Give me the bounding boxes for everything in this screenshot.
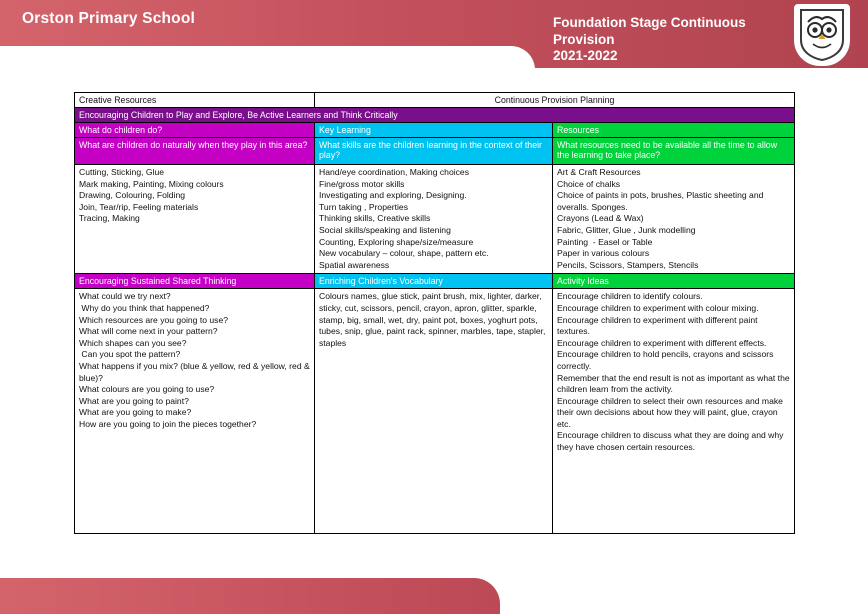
list-item: Which shapes can you see? [79,337,187,348]
section2-col1-title: Encouraging Sustained Shared Thinking [75,274,315,289]
list-item: What are you going to make? [79,407,192,418]
table-row [75,274,795,289]
table-row [75,123,795,138]
list-item: Turn taking , Properties [319,201,409,212]
list-item: Art & Craft Resources [557,167,641,177]
list-item: Hand/eye coordination, Making choices [319,167,470,177]
list-item: Painting - Easel or Table [557,236,653,247]
academic-year: 2021-2022 [553,48,618,63]
continuous-provision-table [74,92,794,534]
list-item: Remember that the end result is not as important as what the children learn from the activity. [557,372,793,395]
section1-col3-title-line2: What resources need to be available all the time to allow the learning to take place? [553,138,795,165]
section1-col1-body [75,165,315,274]
list-item: Can you spot the pattern? [79,349,181,360]
section2-col1-body [75,289,315,534]
list-item: Pencils, Scissors, Stampers, Stencils [557,259,699,270]
section1-col1-title-line1: What do children do? [75,123,315,138]
table-row [75,165,795,274]
table-row [75,108,795,123]
page-header [0,0,868,70]
list-item: Encourage children to experiment with different paint textures. [557,314,760,337]
list-item: New vocabulary – colour, shape, pattern etc. [319,248,489,259]
section1-col3-title-line1: Resources [553,123,795,138]
list-item: Encourage children to select their own resources and make their own decisions about how they will paint, glue, crayon etc. [557,395,786,429]
list-item: What are you going to paint? [79,395,189,406]
page-title: Foundation Stage Continuous Provision [553,15,746,47]
header-notch-shape [0,46,535,70]
list-item: Tracing, Making [79,213,140,224]
list-item: Investigating and exploring, Designing. [319,190,467,201]
section1-col1-title-line2: What are children do naturally when they play in this area? [75,138,315,165]
list-item: Thinking skills, Creative skills [319,213,431,224]
list-item: What could we try next? [79,291,171,302]
section1-col2-body [315,165,553,274]
list-item: What happens if you mix? (blue & yellow, red & yellow, red & blue)? [79,360,313,383]
section2-col2-title: Enriching Children's Vocabulary [315,274,553,289]
school-name: Orston Primary School [22,10,196,27]
list-item: Encourage children to hold pencils, crayons and scissors correctly. [557,349,776,371]
list-item: Encourage children to experiment with different effects. [557,337,767,348]
section1-col3-body [553,165,795,274]
list-item: Paper in various colours [557,248,650,259]
list-item: Mark making, Painting, Mixing colours [79,178,224,189]
section2-col3-title: Activity Ideas [553,274,795,289]
list-item: Join, Tear/rip, Feeling materials [79,201,199,212]
list-item: Why do you think that happened? [79,302,210,313]
table-row [75,138,795,165]
table-row [75,93,795,108]
list-item: Fine/gross motor skills [319,178,405,189]
list-item: Drawing, Colouring, Folding [79,190,186,201]
list-item: Social skills/speaking and listening [319,224,451,235]
list-item: What will come next in your pattern? [79,326,218,337]
section2-col3-body [553,289,795,534]
footer-decoration [0,578,500,614]
list-item: Encourage children to experiment with colour mixing. [557,302,759,313]
list-item: Cutting, Sticking, Glue [79,167,165,177]
list-item: Choice of chalks [557,178,621,189]
owl-crest-icon [794,4,850,66]
list-item: Crayons (Lead & Wax) [557,213,644,224]
table-row [75,289,795,534]
section1-col2-title-line2: What skills are the children learning in the context of their play? [315,138,553,165]
list-item: Fabric, Glitter, Glue , Junk modelling [557,224,696,235]
list-item: How are you going to join the pieces together? [79,418,257,429]
header-creative-resources: Creative Resources [75,93,315,108]
list-item: Encourage children to identify colours. [557,291,703,302]
section2-col2-body [315,289,553,534]
list-item: What colours are you going to use? [79,384,215,395]
banner-encouraging-children: Encouraging Children to Play and Explore, Be Active Learners and Think Critically [75,108,795,123]
list-item: Choice of paints in pots, brushes, Plastic sheeting and overalls. Sponges. [557,190,766,212]
list-item: Encourage children to discuss what they are doing and why they have chosen certain resources. [557,430,786,453]
list-item: Colours names, glue stick, paint brush, mix, lighter, darker, sticky, cut, scissors, pencil, crayon, apron, glitter, sparkle, stamp, big, small, wet, dry, paint pot, boxes, yoghurt pots, tubes, snip, glue, paint rack, spinner, marbles, tape, stapler, staples [319,291,548,348]
list-item: Spatial awareness [319,259,390,270]
list-item: Counting, Exploring shape/size/measure [319,236,474,247]
list-item: Which resources are you going to use? [79,314,229,325]
section1-col2-title-line1: Key Learning [315,123,553,138]
header-continuous-provision-planning: Continuous Provision Planning [315,93,795,108]
